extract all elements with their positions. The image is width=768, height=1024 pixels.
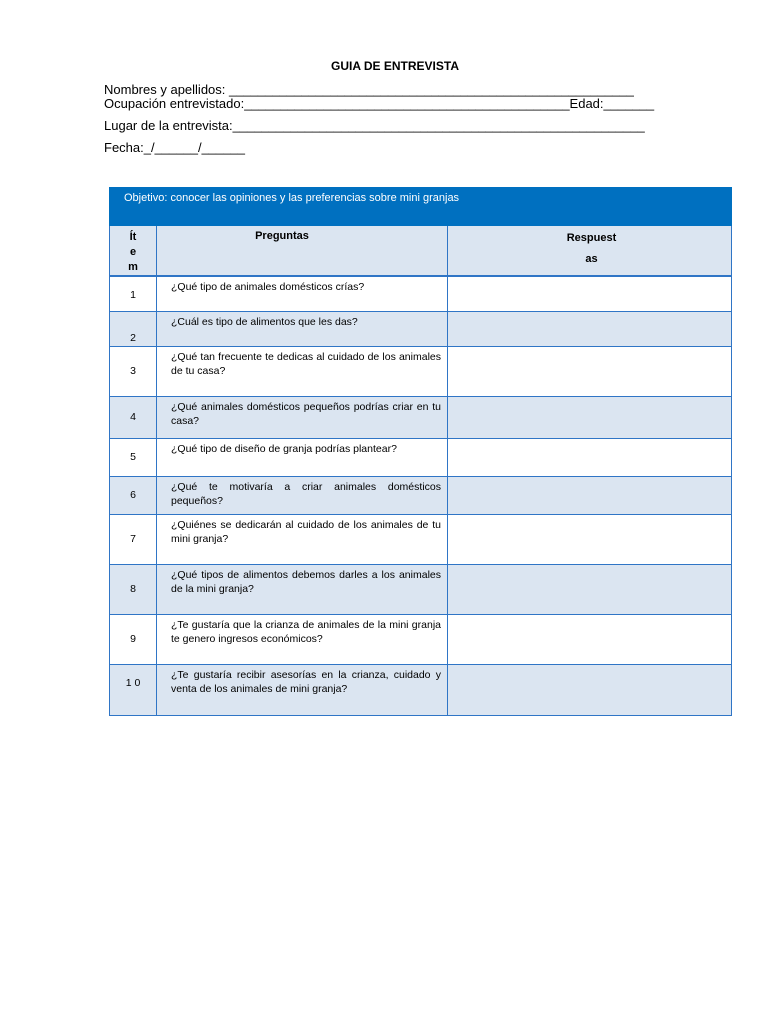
item-number: 7 <box>110 514 157 564</box>
question-text: ¿Cuál es tipo de alimentos que les das? <box>157 311 448 346</box>
item-number: 4 <box>110 396 157 438</box>
table-row <box>110 514 732 564</box>
item-number: 1 <box>110 276 157 311</box>
date-field[interactable]: Fecha:_/______/______ <box>104 140 245 155</box>
item-header-line: Ít <box>129 231 137 243</box>
table-row <box>110 564 732 614</box>
names-field[interactable]: Nombres y apellidos: ________________________________________________________ <box>104 82 634 97</box>
question-text: ¿Qué tipo de animales domésticos crías? <box>157 276 448 311</box>
table-row <box>110 311 732 346</box>
answer-cell[interactable] <box>448 664 732 715</box>
item-number: 3 <box>110 346 157 396</box>
question-text: ¿Qué te motivaría a criar animales domésticos pequeños? <box>157 476 448 514</box>
question-text: ¿Te gustaría recibir asesorías en la crianza, cuidado y venta de los animales de mini granja? <box>157 664 448 715</box>
answer-cell[interactable] <box>448 476 732 514</box>
item-number: 6 <box>110 476 157 514</box>
interview-table <box>109 187 732 716</box>
answers-header-line: as <box>585 253 598 265</box>
item-number: 1 0 <box>110 664 157 715</box>
item-number: 2 <box>110 311 157 346</box>
questions-column-header: Preguntas <box>157 226 448 277</box>
question-text: ¿Te gustaría que la crianza de animales de la mini granja te genero ingresos económicos? <box>157 614 448 664</box>
table-row <box>110 438 732 476</box>
table-row <box>110 276 732 311</box>
answer-cell[interactable] <box>448 311 732 346</box>
table-header-row <box>110 226 732 277</box>
item-number: 8 <box>110 564 157 614</box>
item-number: 5 <box>110 438 157 476</box>
table-row <box>110 664 732 715</box>
item-number: 9 <box>110 614 157 664</box>
answer-cell[interactable] <box>448 396 732 438</box>
question-text: ¿Quiénes se dedicarán al cuidado de los animales de tu mini granja? <box>157 514 448 564</box>
answer-cell[interactable] <box>448 438 732 476</box>
table-row <box>110 346 732 396</box>
question-text: ¿Qué tan frecuente te dedicas al cuidado de los animales de tu casa? <box>157 346 448 396</box>
answer-cell[interactable] <box>448 564 732 614</box>
objective-banner: Objetivo: conocer las opiniones y las preferencias sobre mini granjas <box>110 188 732 226</box>
answer-cell[interactable] <box>448 276 732 311</box>
answer-cell[interactable] <box>448 614 732 664</box>
question-text: ¿Qué tipo de diseño de granja podrías plantear? <box>157 438 448 476</box>
answers-column-header <box>448 226 732 277</box>
document-title: GUIA DE ENTREVISTA <box>330 59 459 73</box>
question-text: ¿Qué tipos de alimentos debemos darles a los animales de la mini granja? <box>157 564 448 614</box>
table-row <box>110 614 732 664</box>
item-column-header <box>110 226 157 277</box>
item-header-line: e <box>129 246 137 258</box>
occupation-age-field[interactable]: Ocupación entrevistado:_____________________________________________Edad:_______ <box>104 96 655 111</box>
interview-place-field[interactable]: Lugar de la entrevista:_________________________________________________________ <box>104 118 645 133</box>
table-row <box>110 476 732 514</box>
table-row <box>110 396 732 438</box>
item-header-line: m <box>128 261 138 273</box>
answer-cell[interactable] <box>448 346 732 396</box>
answers-header-line: Respuest <box>566 232 617 244</box>
question-text: ¿Qué animales domésticos pequeños podrías criar en tu casa? <box>157 396 448 438</box>
answer-cell[interactable] <box>448 514 732 564</box>
